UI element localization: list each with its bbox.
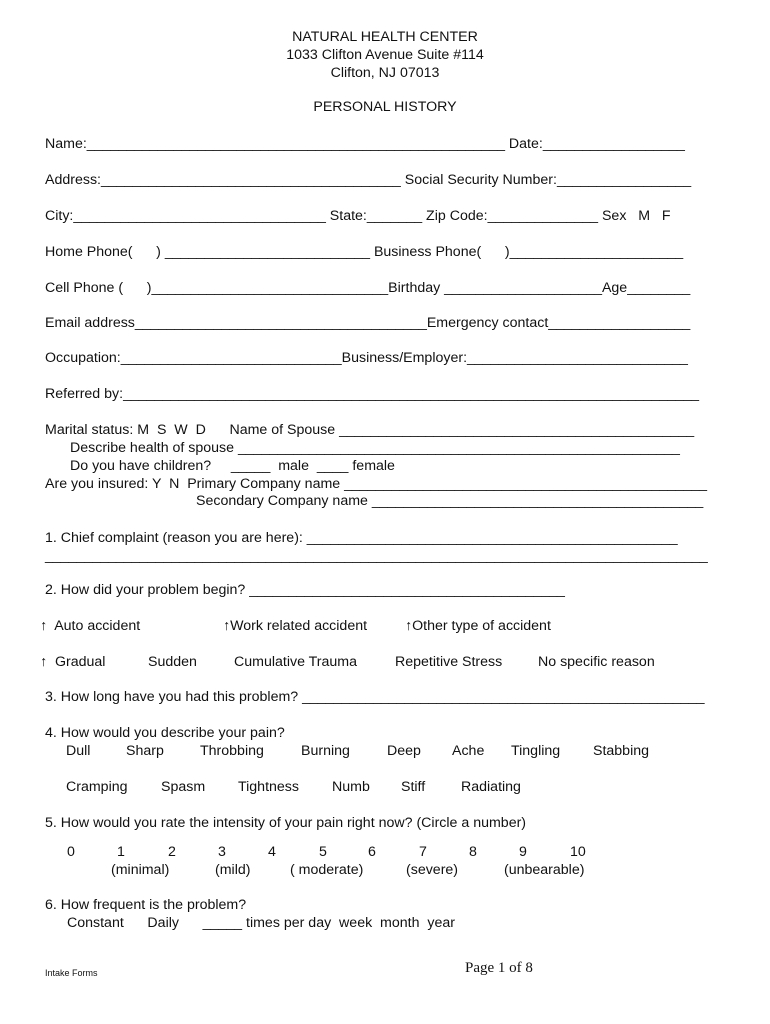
pain-option-deep[interactable]: Deep: [387, 743, 421, 759]
scale-label-minimal: (minimal): [111, 862, 170, 878]
scale-10[interactable]: 10: [570, 844, 586, 860]
pain-option-dull[interactable]: Dull: [66, 743, 91, 759]
scale-label-moderate: ( moderate): [290, 862, 364, 878]
children-field[interactable]: Do you have children? _____ male ____ female: [70, 458, 395, 474]
form-title: PERSONAL HISTORY: [313, 99, 457, 115]
email-emergency-field[interactable]: Email address_____________________________________Emergency contact__________________: [45, 315, 691, 331]
frequency-question: 6. How frequent is the problem?: [45, 897, 247, 913]
referred-by-field[interactable]: Referred by:_________________________________________________________________________: [45, 386, 700, 402]
pain-option-cramping[interactable]: Cramping: [66, 779, 128, 795]
scale-2[interactable]: 2: [168, 844, 176, 860]
problem-duration-field[interactable]: 3. How long have you had this problem? ___________________________________________________: [45, 689, 705, 705]
city-state-zip-sex-field[interactable]: City:________________________________ State:_______ Zip Code:______________ Sex M F: [45, 208, 671, 224]
frequency-options[interactable]: Constant Daily _____ times per day week month year: [67, 915, 455, 931]
pain-option-numb[interactable]: Numb: [332, 779, 370, 795]
pain-option-radiating[interactable]: Radiating: [461, 779, 521, 795]
scale-9[interactable]: 9: [519, 844, 527, 860]
cell-birthday-age-field[interactable]: Cell Phone ( )______________________________Birthday ____________________Age________: [45, 280, 691, 296]
org-address-line2: Clifton, NJ 07013: [330, 65, 440, 81]
option-other-accident[interactable]: ↑Other type of accident: [405, 618, 551, 634]
phone-fields[interactable]: Home Phone( ) __________________________ Business Phone( )______________________: [45, 244, 684, 260]
insurance-field[interactable]: Are you insured: Y N Primary Company name ______________________________________________: [45, 476, 708, 492]
option-cumulative-trauma[interactable]: Cumulative Trauma: [234, 654, 358, 670]
pain-option-throbbing[interactable]: Throbbing: [200, 743, 264, 759]
option-auto-accident[interactable]: ↑ Auto accident: [40, 618, 141, 634]
pain-option-stabbing[interactable]: Stabbing: [593, 743, 650, 759]
scale-8[interactable]: 8: [469, 844, 477, 860]
pain-intensity-question: 5. How would you rate the intensity of your pain right now? (Circle a number): [45, 815, 527, 831]
scale-4[interactable]: 4: [268, 844, 276, 860]
page-number: Page 1 of 8: [465, 960, 533, 976]
scale-label-mild: (mild): [215, 862, 251, 878]
problem-begin-field[interactable]: 2. How did your problem begin? ________________________________________: [45, 582, 565, 598]
pain-description-question: 4. How would you describe your pain?: [45, 725, 285, 741]
secondary-insurance-field[interactable]: Secondary Company name __________________________________________: [196, 493, 704, 509]
pain-option-ache[interactable]: Ache: [452, 743, 485, 759]
org-address-line1: 1033 Clifton Avenue Suite #114: [286, 47, 484, 63]
footer-form-label: Intake Forms: [45, 968, 98, 978]
scale-1[interactable]: 1: [117, 844, 125, 860]
marital-status-field[interactable]: Marital status: M S W D Name of Spouse _____________________________________________: [45, 422, 695, 438]
org-name: NATURAL HEALTH CENTER: [292, 29, 478, 45]
option-no-specific-reason[interactable]: No specific reason: [538, 654, 655, 670]
pain-option-sharp[interactable]: Sharp: [126, 743, 164, 759]
option-gradual[interactable]: ↑ Gradual: [40, 654, 106, 670]
option-work-accident[interactable]: ↑Work related accident: [223, 618, 368, 634]
pain-option-burning[interactable]: Burning: [301, 743, 350, 759]
name-date-field[interactable]: Name:_____________________________________________________ Date:__________________: [45, 136, 685, 152]
pain-option-tightness[interactable]: Tightness: [238, 779, 299, 795]
scale-7[interactable]: 7: [419, 844, 427, 860]
address-ssn-field[interactable]: Address:______________________________________ Social Security Number:_________________: [45, 172, 692, 188]
scale-5[interactable]: 5: [319, 844, 327, 860]
spouse-health-field[interactable]: Describe health of spouse ________________________________________________________: [70, 440, 680, 456]
pain-option-tingling[interactable]: Tingling: [511, 743, 561, 759]
pain-option-stiff[interactable]: Stiff: [401, 779, 426, 795]
scale-label-unbearable: (unbearable): [504, 862, 585, 878]
chief-complaint-field[interactable]: 1. Chief complaint (reason you are here): _______________________________________________: [45, 530, 678, 546]
scale-6[interactable]: 6: [368, 844, 376, 860]
scale-3[interactable]: 3: [218, 844, 226, 860]
option-repetitive-stress[interactable]: Repetitive Stress: [395, 654, 503, 670]
chief-complaint-extra-line[interactable]: ____________________________________________________________________________________: [45, 548, 708, 564]
scale-label-severe: (severe): [406, 862, 459, 878]
pain-option-spasm[interactable]: Spasm: [161, 779, 206, 795]
option-sudden[interactable]: Sudden: [148, 654, 197, 670]
scale-0[interactable]: 0: [67, 844, 75, 860]
occupation-employer-field[interactable]: Occupation:____________________________Business/Employer:____________________________: [45, 350, 688, 366]
